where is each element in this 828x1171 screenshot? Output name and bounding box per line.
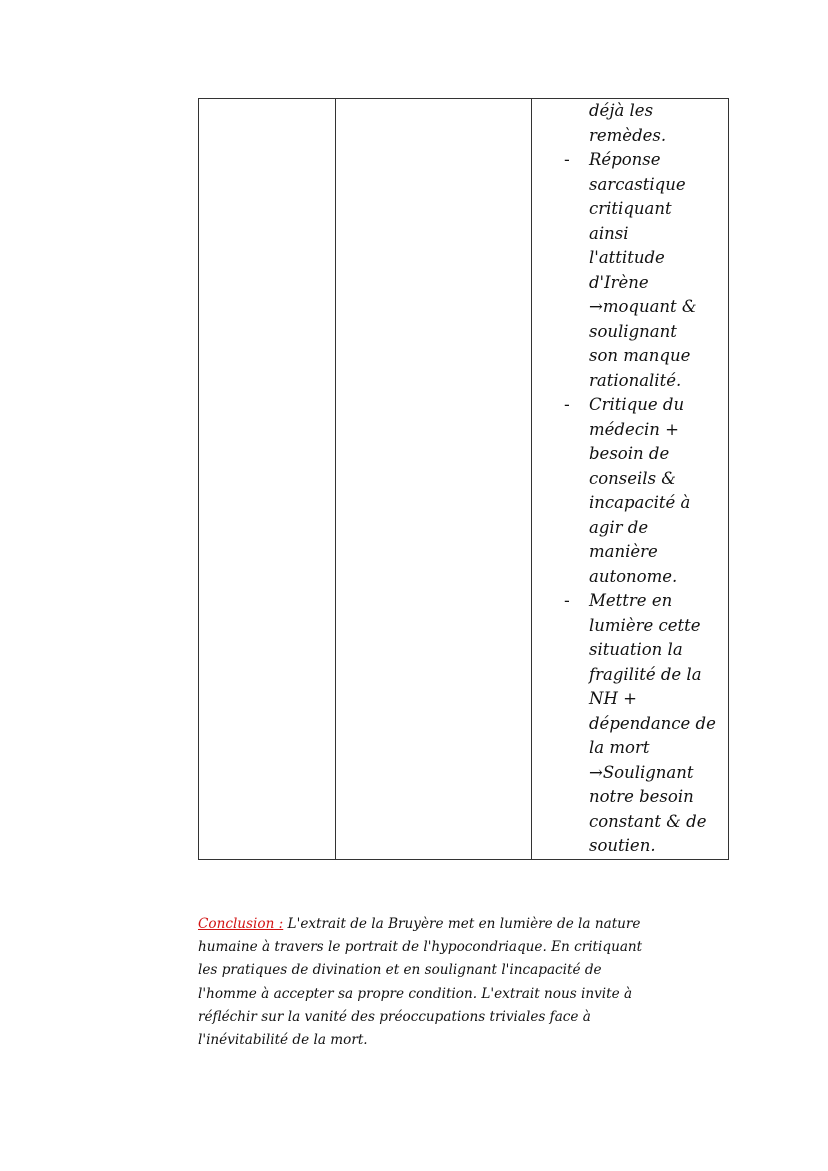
table-cell-analysis: [532, 99, 728, 859]
cell-line: son manque: [589, 346, 691, 365]
cell-line: soulignant: [589, 321, 677, 341]
cell-line: critiquant: [589, 199, 672, 218]
cell-line: rationalité.: [589, 370, 682, 390]
cell-line: besoin de: [589, 444, 670, 463]
cell-line: d'Irène: [589, 272, 649, 292]
cell-line: Critique du: [589, 395, 685, 414]
cell-line: agir de: [589, 517, 649, 537]
cell-line: dépendance de: [589, 713, 716, 733]
cell-line: fragilité de la: [589, 664, 702, 684]
bullet-dash: -: [564, 150, 570, 169]
cell-line: Réponse: [589, 150, 661, 169]
conclusion-line: les pratiques de divination et en soulignant l'incapacité de: [198, 962, 602, 979]
conclusion-line: l'inévitabilité de la mort.: [198, 1032, 368, 1049]
conclusion-line: l'homme à accepter sa propre condition. L'extrait nous invite à: [198, 985, 633, 1002]
conclusion-line: réfléchir sur la vanité des préoccupations triviales face à: [198, 1008, 591, 1025]
cell-line: autonome.: [589, 566, 678, 586]
cell-line: Mettre en: [589, 591, 673, 610]
cell-line: →Soulignant: [589, 762, 694, 782]
cell-line: l'attitude: [589, 248, 665, 267]
conclusion-text: L'extrait de la Bruyère met en lumière de la nature: [283, 916, 641, 932]
cell-line: situation la: [589, 640, 683, 659]
cell-line: conseils &: [589, 468, 676, 488]
cell-line: manière: [589, 542, 658, 561]
bullet-dash: -: [564, 395, 570, 414]
cell-line: sarcastique: [589, 174, 686, 194]
bullet-dash: -: [564, 591, 570, 610]
cell-line: →moquant &: [589, 297, 697, 316]
analysis-table: [198, 98, 729, 860]
cell-line: NH +: [589, 689, 637, 708]
cell-line: constant & de: [589, 811, 707, 831]
cell-line: déjà les: [589, 101, 654, 120]
column-divider-1: [335, 99, 336, 859]
conclusion-line: humaine à travers le portrait de l'hypocondriaque. En critiquant: [198, 939, 643, 956]
cell-line: lumière cette: [589, 615, 701, 635]
cell-line: la mort: [589, 738, 650, 757]
cell-line: soutien.: [589, 836, 656, 855]
cell-line: remèdes.: [589, 125, 667, 145]
cell-line: incapacité à: [589, 493, 691, 512]
conclusion-line-1: [198, 913, 738, 936]
cell-line: notre besoin: [589, 787, 694, 806]
conclusion-label: Conclusion :: [198, 916, 284, 932]
cell-line: médecin +: [589, 419, 679, 439]
cell-line: ainsi: [589, 223, 629, 243]
conclusion-paragraph: [198, 913, 738, 1052]
